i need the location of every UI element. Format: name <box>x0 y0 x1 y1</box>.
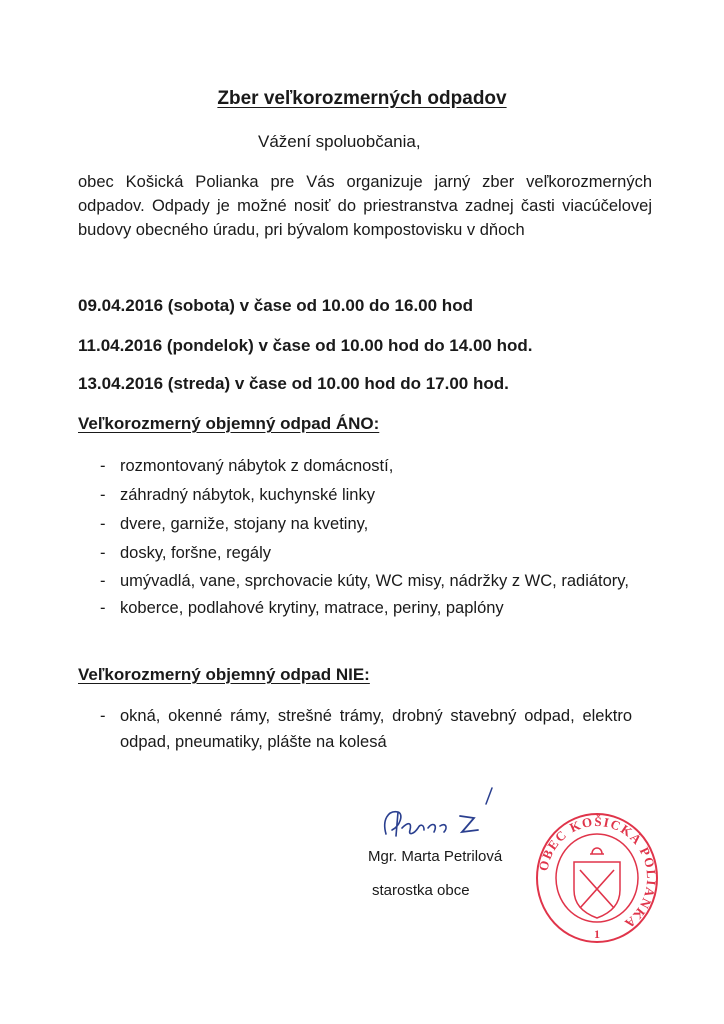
list-item: - okná, okenné rámy, strešné trámy, drobný stavebný odpad, elektro odpad, pneumatiky, plášte na kolesá <box>100 703 632 755</box>
list-item: - dvere, garniže, stojany na kvetiny, <box>100 510 632 539</box>
collection-date: 09.04.2016 (sobota) v čase od 10.00 do 16.00 hod <box>78 296 473 315</box>
list-item: - rozmontovaný nábytok z domácností, <box>100 452 632 481</box>
list-item: - umývadlá, vane, sprchovacie kúty, WC misy, nádržky z WC, radiátory, <box>100 568 632 594</box>
rejected-waste-list <box>100 703 632 755</box>
signer-role: starostka obce <box>372 882 470 899</box>
greeting: Vážení spoluobčania, <box>258 132 421 151</box>
svg-text:1: 1 <box>594 927 600 941</box>
signer-name: Mgr. Marta Petrilová <box>368 848 503 865</box>
svg-text:OBEC KOŠICKÁ POLIANKA: OBEC KOŠICKÁ POLIANKA <box>535 813 660 933</box>
list-item: - koberce, podlahové krytiny, matrace, periny, paplóny <box>100 594 632 623</box>
collection-date: 13.04.2016 (streda) v čase od 10.00 hod do 17.00 hod. <box>78 374 509 393</box>
list-item: - záhradný nábytok, kuchynské linky <box>100 481 632 510</box>
intro-paragraph: obec Košická Polianka pre Vás organizuje jarný zber veľkorozmerných odpadov. Odpady je možné nosiť do priestranstva zadnej časti viacúčelovej budovy obecného úradu, pri bývalom kompostovisku v dňoch <box>78 173 652 239</box>
collection-date: 11.04.2016 (pondelok) v čase od 10.00 hod do 14.00 hod. <box>78 336 533 355</box>
handwritten-signature <box>374 782 524 852</box>
list-item: - dosky, foršne, regály <box>100 539 632 568</box>
accepted-waste-list <box>100 452 632 623</box>
municipal-stamp <box>534 810 660 946</box>
accepted-waste-heading: Veľkorozmerný objemný odpad ÁNO: <box>78 414 380 433</box>
document-title: Zber veľkorozmerných odpadov <box>217 88 507 109</box>
rejected-waste-heading: Veľkorozmerný objemný odpad NIE: <box>78 665 370 684</box>
